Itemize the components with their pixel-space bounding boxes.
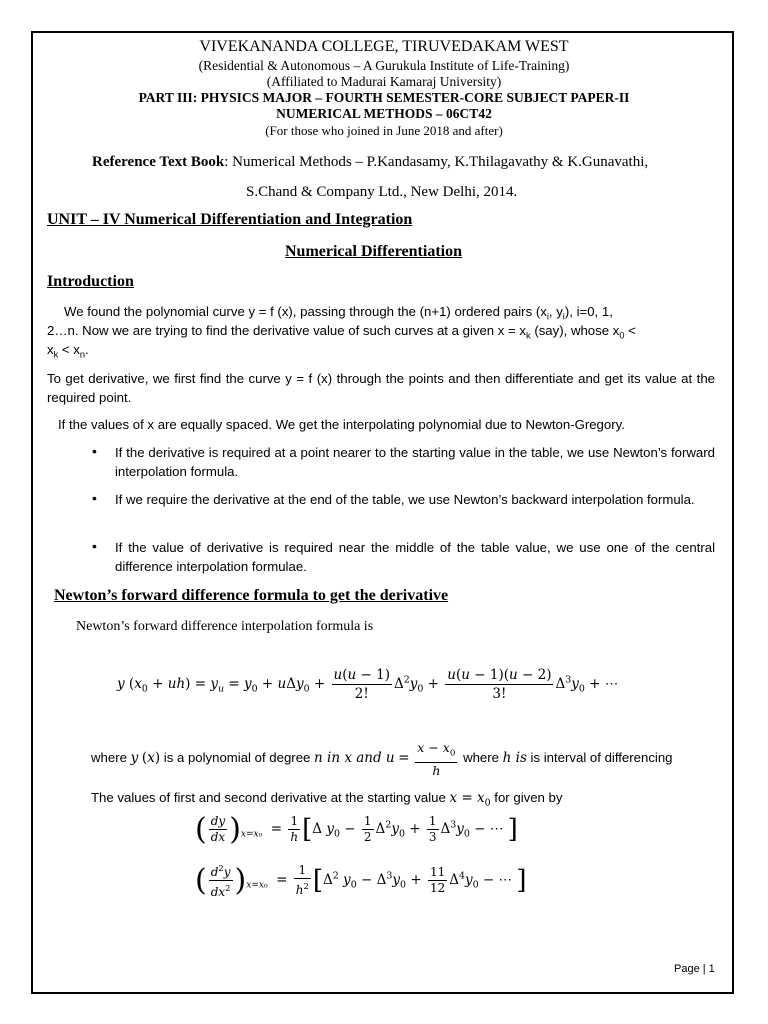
course-title: NUMERICAL METHODS – 06CT42 [276,106,492,121]
reference-text: : Numerical Methods – P.Kandasamy, K.Thilagavathy & K.Gunavathi, [224,154,649,170]
second-derivative-formula: ( $\frac{d^2y}{dx^2}$ )$_{x=x_0}$ = $\frac{1}{h^2}$ [$\Delta^2$ $y_0 - \Delta^3y_0$ + $\frac{11}{12}$ $\Delta^4y_0$ − ⋯ ] [195,863,527,899]
college-name: VIVEKANANDA COLLEGE, TIRUVEDAKAM WEST [199,38,569,55]
section-title: Numerical Differentiation [285,243,462,260]
intro-line-1: We found the polynomial curve y = f (x), passing through the (n+1) ordered pairs ($x_i$, $y_i$), i=0, 1, [64,304,613,322]
unit-title: UNIT – IV Numerical Differentiation and Integration [47,211,413,228]
page-border [31,31,734,994]
paper-title: PART III: PHYSICS MAJOR – FOURTH SEMESTER-CORE SUBJECT PAPER-II [138,90,630,105]
bullet-icon: • [92,490,97,506]
bullet-item-1: If the derivative is required at a point nearer to the starting value in the table, we use Newton’s forward interpolation formula. [115,445,715,479]
where-line: where y (x) is a polynomial of degree n in x and u = $\frac{x - x_0}{h}$ where h is is interval of differencing [91,740,673,778]
forward-difference-title: Newton’s forward difference formula to get the derivative [54,587,449,604]
bullet-icon: • [92,538,97,554]
intro-paragraph-2: To get derivative, we first find the curve y = f (x) through the points and then differentiate and get its value at the required point. [47,371,715,405]
bullet-item-3: If the value of derivative is required near the middle of the table value, we use one of the central difference interpolation formulae. [115,540,715,574]
intro-title: Introduction [47,273,134,290]
reference-line-1 [92,154,648,171]
reference-label: Reference Text Book [92,154,225,170]
college-subtitle: (Residential & Autonomous – A Gurukula Institute of Life-Training) [198,58,570,73]
forward-intro: Newton’s forward difference interpolation formula is [76,619,374,634]
intro-paragraph-3: If the values of x are equally spaced. We get the interpolating polynomial due to Newton-Gregory. [58,417,625,432]
joined-note: (For those who joined in June 2018 and after) [265,123,503,138]
affiliation: (Affiliated to Madurai Kamaraj University) [266,74,502,89]
derivatives-line: The values of first and second derivative at the starting value $x = x_0$ for given by [91,790,563,809]
intro-line-3: $x_k < x_n$. [47,342,89,360]
first-derivative-formula: ( $\frac{dy}{dx}$ )$_{x=x_0}$ = $\frac{1}{h}$ [Δ $y_0$ − $\frac{1}{2}$ $\Delta^2y_0$ + $\frac{1}{3}$ $\Delta^3y_0$ − ⋯ ] [195,812,518,847]
intro-line-2: 2…n. Now we are trying to find the derivative value of such curves at a given $x = x_k$ (say), whose $x_0$ < [47,323,636,341]
bullet-item-2: If we require the derivative at the end of the table, we use Newton’s backward interpolation formula. [115,492,695,507]
reference-line-2: S.Chand & Company Ltd., New Delhi, 2014. [246,184,518,200]
forward-interpolation-formula: y $(x_0 + uh) = y_u = y_0 + u\Delta y_0$ + $\frac{u(u - 1)}{2!}$ $\Delta^2y_0$ + $\frac{u(u - 1)(u - 2)}{3!}$ $\Delta^3y_0$ + ⋯ [117,667,619,702]
page-number: Page | 1 [674,963,715,975]
bullet-icon: • [92,443,97,459]
